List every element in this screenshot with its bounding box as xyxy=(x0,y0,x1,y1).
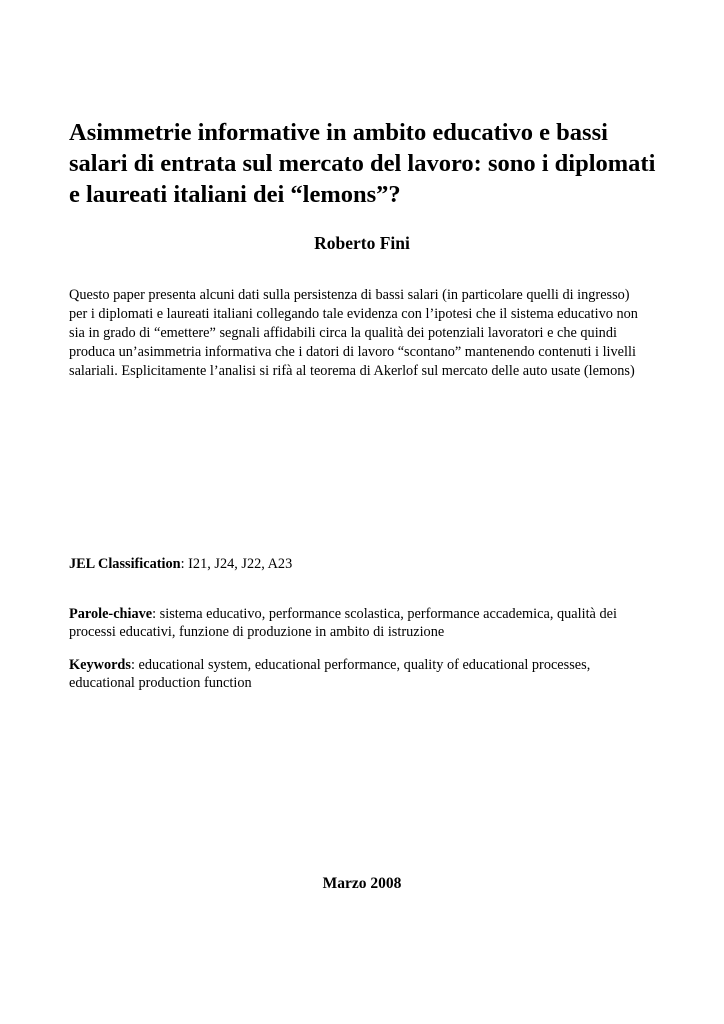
parole-chiave-line xyxy=(69,605,669,623)
parole-chiave-label: Parole-chiave xyxy=(69,606,153,622)
abstract-line: produca un’asimmetria informativa che i datori di lavoro “scontano” mantenendo contenuti i livelli xyxy=(69,344,636,360)
parole-chiave-value: : sistema educativo, performance scolastica, performance accademica, qualità dei xyxy=(152,606,617,622)
jel-line xyxy=(69,555,669,573)
parole-chiave xyxy=(69,605,669,641)
jel-value: : I21, J24, J22, A23 xyxy=(180,556,293,572)
publication-date: Marzo 2008 xyxy=(322,875,402,892)
keywords-line xyxy=(69,656,669,674)
title-line: e laureati italiani dei “lemons”? xyxy=(69,181,401,208)
author-name: Roberto Fini xyxy=(314,233,410,253)
jel-label: JEL Classification xyxy=(69,556,181,572)
keywords xyxy=(69,656,669,692)
parole-chiave-line: processi educativi, funzione di produzione in ambito di istruzione xyxy=(69,624,445,640)
abstract-line: sia in grado di “emettere” segnali affidabili circa la qualità dei potenziali lavoratori e che quindi xyxy=(69,325,617,341)
title-line: Asimmetrie informative in ambito educativo e bassi xyxy=(69,119,608,146)
keywords-line: educational production function xyxy=(69,675,252,691)
abstract xyxy=(69,286,669,381)
abstract-line: salariali. Esplicitamente l’analisi si rifà al teorema di Akerlof sul mercato delle auto usate (lemons) xyxy=(69,363,635,379)
keywords-label: Keywords xyxy=(69,657,131,673)
keywords-value: : educational system, educational performance, quality of educational processes, xyxy=(130,657,591,673)
title-line: salari di entrata sul mercato del lavoro: sono i diplomati xyxy=(69,150,656,177)
jel-classification xyxy=(69,555,669,573)
paper-title xyxy=(69,117,669,210)
abstract-line: Questo paper presenta alcuni dati sulla persistenza di bassi salari (in particolare quelli di ingresso) xyxy=(69,287,630,303)
abstract-line: per i diplomati e laureati italiani collegando tale evidenza con l’ipotesi che il sistema educativo non xyxy=(69,306,638,322)
